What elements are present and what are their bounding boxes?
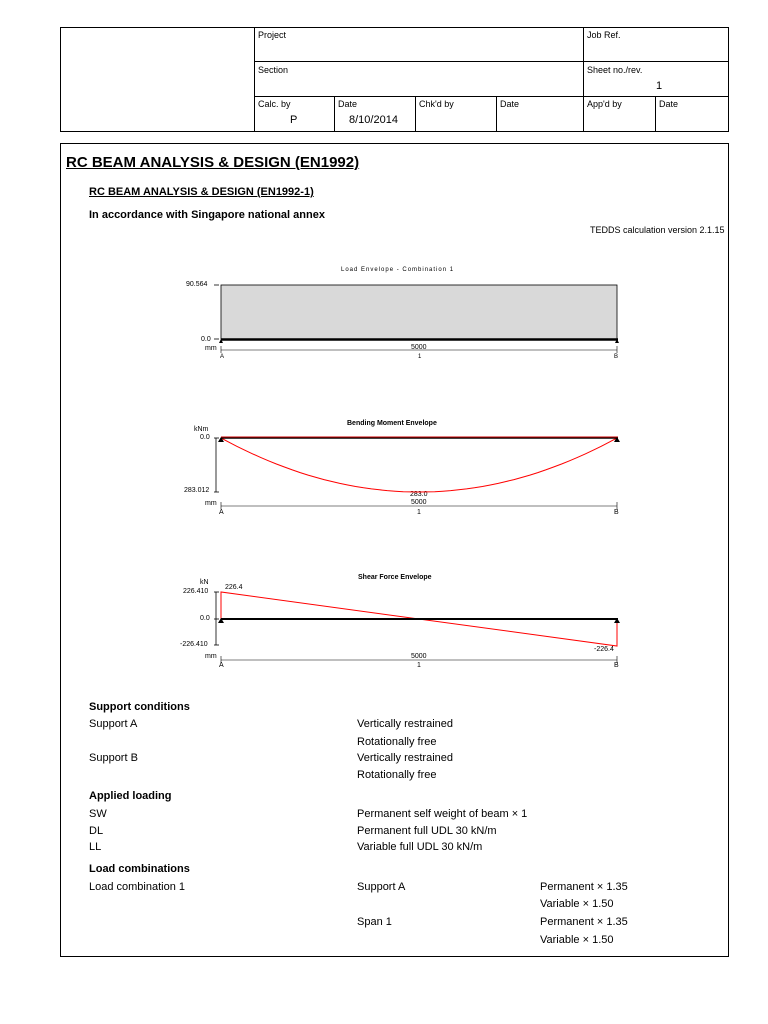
combination-factor: Permanent × 1.35 — [540, 881, 628, 893]
shear-left-label: 226.4 — [225, 584, 243, 591]
chkd-by-label: Chk'd by — [419, 99, 454, 109]
date2-label: Date — [500, 99, 520, 109]
moment-y-unit: kNm — [194, 426, 209, 433]
shear-diagram-title: Shear Force Envelope — [358, 574, 432, 581]
shear-y-zero-label: 0.0 — [200, 615, 210, 622]
calc-by-label: Calc. by — [258, 99, 291, 109]
sheet-value: 1 — [656, 80, 663, 92]
date-value: 8/10/2014 — [349, 114, 398, 126]
version-text: TEDDS calculation version 2.1.15 — [590, 225, 725, 235]
combination-factor: Permanent × 1.35 — [540, 916, 628, 928]
shear-y-max-label: 226.410 — [183, 588, 209, 595]
moment-span-no: 1 — [417, 509, 421, 516]
support-value: Rotationally free — [357, 736, 437, 748]
shear-unit-label: mm — [205, 653, 217, 660]
loading-label: SW — [89, 808, 107, 820]
moment-peak-label: 283.0 — [410, 491, 428, 498]
moment-unit-label: mm — [205, 500, 217, 507]
combination-factor: Variable × 1.50 — [540, 934, 614, 946]
support-value: Vertically restrained — [357, 752, 453, 764]
load-y-zero-label: 0.0 — [201, 336, 211, 343]
load-combinations-heading: Load combinations — [89, 863, 190, 875]
job-ref-label: Job Ref. — [587, 30, 621, 40]
shear-support-b: B — [614, 662, 619, 669]
combination-factor: Variable × 1.50 — [540, 898, 614, 910]
moment-diagram-title: Bending Moment Envelope — [347, 420, 437, 427]
support-conditions-heading: Support conditions — [89, 701, 190, 713]
shear-right-label: -226.4 — [594, 646, 614, 653]
shear-span-length: 5000 — [411, 653, 427, 660]
load-support-b: B — [614, 354, 619, 360]
load-support-a: A — [220, 354, 225, 360]
date3-label: Date — [659, 99, 679, 109]
applied-loading-heading: Applied loading — [89, 790, 172, 802]
moment-support-a: A — [219, 509, 224, 516]
shear-y-unit: kN — [200, 579, 209, 586]
combination-label: Load combination 1 — [89, 881, 186, 893]
moment-y-min-label: 283.012 — [184, 487, 210, 494]
shear-support-a: A — [219, 662, 224, 669]
loading-value: Permanent full UDL 30 kN/m — [357, 825, 497, 837]
moment-support-b: B — [614, 509, 619, 516]
support-value: Vertically restrained — [357, 718, 453, 730]
appd-by-label: App'd by — [587, 99, 622, 109]
loading-value: Variable full UDL 30 kN/m — [357, 841, 483, 853]
load-unit-label: mm — [205, 345, 217, 352]
main-title: RC BEAM ANALYSIS & DESIGN (EN1992) — [66, 154, 360, 171]
shear-y-min-label: -226.410 — [180, 641, 208, 648]
loading-value: Permanent self weight of beam × 1 — [357, 808, 528, 820]
section-label: Section — [258, 65, 289, 75]
loading-label: LL — [89, 841, 102, 853]
project-label: Project — [258, 30, 287, 40]
shear-span-no: 1 — [417, 662, 421, 669]
support-value: Rotationally free — [357, 769, 437, 781]
calc-by-value: P — [290, 114, 298, 126]
support-label: Support B — [89, 752, 138, 764]
loading-label: DL — [89, 825, 104, 837]
load-span-length: 5000 — [411, 344, 427, 351]
sheet-label: Sheet no./rev. — [587, 65, 643, 75]
accordance-text: In accordance with Singapore national annex — [89, 209, 325, 221]
load-y-max-label: 90.564 — [186, 281, 208, 288]
combination-location: Span 1 — [357, 916, 392, 928]
combination-location: Support A — [357, 881, 406, 893]
support-label: Support A — [89, 718, 138, 730]
moment-y-zero-label: 0.0 — [200, 434, 210, 441]
date-label: Date — [338, 99, 358, 109]
load-span-no: 1 — [418, 354, 422, 360]
load-diagram-title: Load Envelope - Combination 1 — [341, 267, 455, 273]
sub-title: RC BEAM ANALYSIS & DESIGN (EN1992-1) — [89, 186, 314, 198]
moment-span-length: 5000 — [411, 499, 427, 506]
